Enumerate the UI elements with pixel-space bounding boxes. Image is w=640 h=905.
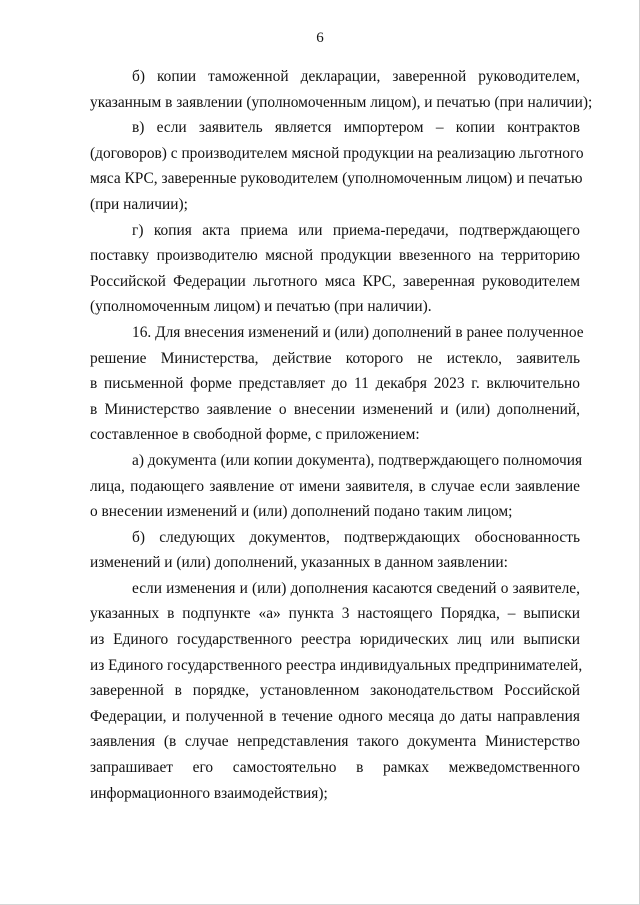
text-line: изменений и (или) дополнений, указанных в данном заявлении:: [90, 554, 508, 572]
text-line: в) если заявитель является импортером – копии контрактов: [132, 119, 580, 137]
text-line: 16. Для внесения изменений и (или) дополнений в ранее полученное: [132, 323, 584, 341]
text-line: информационного взаимодействия);: [90, 784, 328, 802]
text-line: указанным в заявлении (уполномоченным лицом), и печатью (при наличии);: [90, 93, 593, 111]
text-line: (договоров) с производителем мясной продукции на реализацию льготного: [90, 144, 584, 162]
text-line: б) копии таможенной декларации, заверенной руководителем,: [132, 68, 580, 85]
paragraph: [90, 218, 580, 320]
text-line: б) следующих документов, подтверждающих обоснованность: [132, 528, 580, 546]
text-line: из Единого государственного реестра юридических лиц или выписки: [90, 631, 580, 649]
paragraph: [90, 525, 580, 576]
text-line: в Министерство заявление о внесении изменений и (или) дополнений,: [90, 400, 580, 418]
text-line: указанных в подпункте «а» пункта 3 настоящего Порядка, – выписки: [90, 605, 580, 623]
paragraph: [90, 448, 583, 525]
text-line: заявления (в случае непредставления такого документа Министерство: [90, 733, 580, 751]
text-line: (при наличии);: [90, 195, 188, 213]
text-line: г) копия акта приема или приема-передачи, подтверждающего: [132, 221, 580, 239]
text-line: заверенной в порядке, установленном законодательством Российской: [90, 682, 580, 700]
text-line: из Единого государственного реестра индивидуальных предпринимателей,: [90, 656, 583, 674]
text-line: а) документа (или копии документа), подтверждающего полномочия: [132, 451, 583, 469]
text-line: Федерации, и полученной в течение одного месяца до даты направления: [90, 707, 580, 725]
text-line: составленное в свободной форме, с приложением:: [90, 426, 420, 444]
text-line: решение Министерства, действие которого не истекло, заявитель: [90, 349, 580, 367]
text-line: мяса КРС, заверенные руководителем (уполномоченным лицом) и печатью: [90, 170, 583, 188]
paragraph: [90, 64, 593, 115]
document-body: [90, 64, 593, 806]
paragraph: [90, 115, 584, 217]
page-number: 6: [316, 30, 324, 46]
text-line: в письменной форме представляет до 11 декабря 2023 г. включительно: [90, 375, 580, 393]
text-line: запрашивает его самостоятельно в рамках межведомственного: [90, 759, 580, 777]
text-line: о внесении изменений и (или) дополнений подано таким лицом;: [90, 503, 513, 521]
text-line: лица, подающего заявление от имени заявителя, в случае если заявление: [90, 477, 580, 495]
text-line: Российской Федерации льготного мяса КРС, заверенная руководителем: [90, 272, 580, 290]
text-line: (уполномоченным лицом) и печатью (при наличии).: [90, 298, 432, 316]
paragraph: [90, 576, 583, 806]
text-line: если изменения и (или) дополнения касаются сведений о заявителе,: [132, 579, 580, 597]
text-line: поставку производителю мясной продукции ввезенного на территорию: [90, 247, 580, 265]
paragraph: [90, 320, 584, 448]
